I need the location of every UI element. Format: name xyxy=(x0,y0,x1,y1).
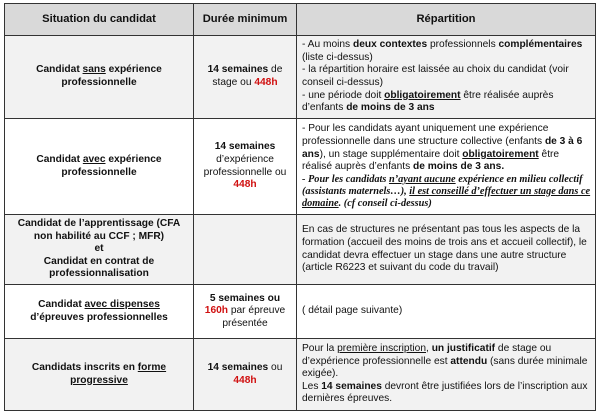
header-repartition: Répartition xyxy=(297,4,596,36)
situation-cell: Candidats inscrits en forme progressive xyxy=(5,339,194,411)
header-duree: Durée minimum xyxy=(194,4,297,36)
repartition-cell: - Pour les candidats ayant uniquement une expérience professionnelle dans une structure collective (enfants de 3 à 6 ans), un stage supplémentaire doit obligatoirement être réalisé auprès d’enfants de moins de 3 ans. - Pour les candidats n’ayant aucune expérience en milieu collectif (assistants maternels…), il est conseillé d’effectuer un stage dans ce domaine. (cf conseil ci-dessus) xyxy=(297,119,596,215)
situation-cell: Candidat avec dispenses d’épreuves professionnelles xyxy=(5,285,194,339)
candidate-situation-table xyxy=(4,3,596,411)
table-row xyxy=(5,285,596,339)
repartition-cell: - Au moins deux contextes professionnels complémentaires (liste ci-dessus) - la répartition horaire est laissée au choix du candidat (voir conseil ci-dessus) - une période doit obligatoirement être réalisée auprès d’enfants de moins de 3 ans xyxy=(297,36,596,119)
duree-cell: 5 semaines ou 160h par épreuve présentée xyxy=(194,285,297,339)
duree-cell: 14 semaines d’expérience professionnelle ou 448h xyxy=(194,119,297,215)
repartition-cell: En cas de structures ne présentant pas tous les aspects de la formation (accueil des moins de trois ans et accueil collectif), le candidat devra effectuer un stage dans une autre structure (article R6223 et suivant du code du travail) xyxy=(297,215,596,285)
duree-cell xyxy=(194,215,297,285)
situation-cell: Candidat avec expérience professionnelle xyxy=(5,119,194,215)
repartition-cell: ( détail page suivante) xyxy=(297,285,596,339)
repartition-cell: Pour la première inscription, un justificatif de stage ou d’expérience professionnelle est attendu (sans durée minimale exigée). Les 14 semaines devront être justifiées lors de l’inscription aux dernières épreuves. xyxy=(297,339,596,411)
duree-cell: 14 semaines de stage ou 448h xyxy=(194,36,297,119)
table-row xyxy=(5,339,596,411)
duree-cell: 14 semaines ou 448h xyxy=(194,339,297,411)
table-row xyxy=(5,215,596,285)
table-row xyxy=(5,119,596,215)
header-row xyxy=(5,4,596,36)
table-row xyxy=(5,36,596,119)
header-situation: Situation du candidat xyxy=(5,4,194,36)
situation-cell: Candidat sans expérience professionnelle xyxy=(5,36,194,119)
situation-cell: Candidat de l’apprentissage (CFA non habilité au CCF ; MFR) et Candidat en contrat de professionnalisation xyxy=(5,215,194,285)
